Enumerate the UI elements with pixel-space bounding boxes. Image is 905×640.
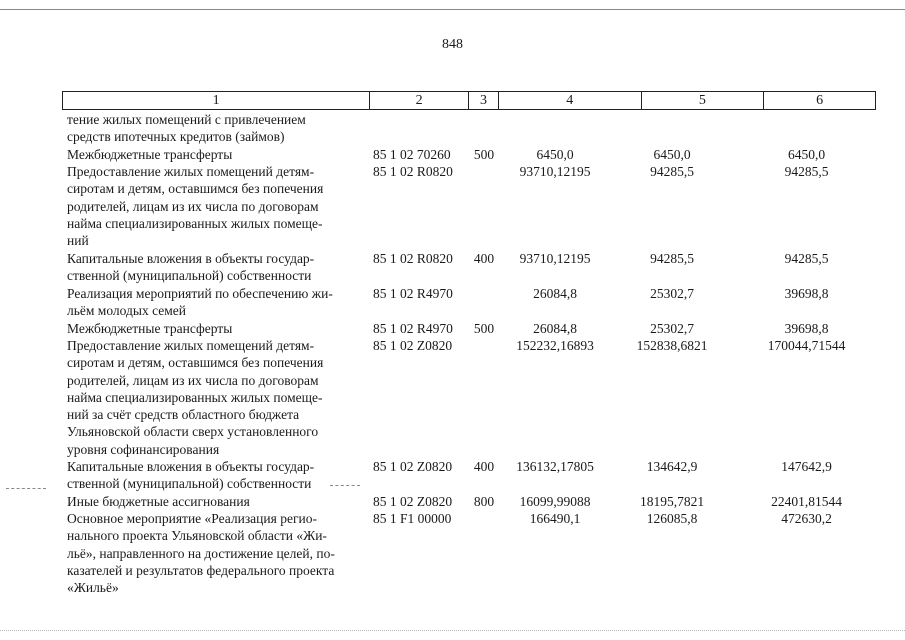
row-type: 500 xyxy=(473,321,495,336)
scan-artifact xyxy=(6,488,46,489)
table-header xyxy=(62,91,876,110)
row-value-3: 22401,81544 xyxy=(771,494,842,509)
description-line: Основное мероприятие «Реализация регио- xyxy=(67,511,317,526)
row-code: 85 1 02 R0820 xyxy=(373,164,453,179)
row-value-1: 136132,17805 xyxy=(516,459,594,474)
row-description xyxy=(67,510,363,596)
row-code: 85 1 02 R0820 xyxy=(373,251,453,266)
header-col-3: 3 xyxy=(469,92,499,109)
description-line: найма специализированных жилых помеще- xyxy=(67,215,323,231)
row-value-3: 6450,0 xyxy=(787,147,826,162)
row-value-3: 39698,8 xyxy=(784,321,829,336)
row-value-1: 26084,8 xyxy=(533,286,577,301)
description-line: сиротам и детям, оставшимся без попечения xyxy=(67,181,324,197)
row-description xyxy=(67,111,363,146)
description-line: ний за счёт средств областного бюджета xyxy=(67,407,300,423)
row-value-2: 134642,9 xyxy=(646,459,698,474)
row-description xyxy=(67,493,363,510)
row-description xyxy=(67,337,363,458)
row-value-1: 93710,12195 xyxy=(519,251,591,266)
row-code: 85 1 02 R4970 xyxy=(373,286,453,301)
description-line: Межбюджетные трансферты xyxy=(67,321,233,336)
row-value-2: 25302,7 xyxy=(650,321,694,336)
row-code: 85 1 02 70260 xyxy=(373,147,451,162)
row-code: 85 1 02 R4970 xyxy=(373,321,453,336)
row-description xyxy=(67,146,363,163)
row-value-1: 6450,0 xyxy=(536,147,574,162)
row-value-2: 6450,0 xyxy=(653,147,691,162)
row-type: 400 xyxy=(473,251,495,266)
description-line: Иные бюджетные ассигнования xyxy=(67,494,250,509)
row-value-2: 94285,5 xyxy=(650,251,694,266)
row-description xyxy=(67,250,363,285)
description-line: ственной (муниципальной) собственности xyxy=(67,268,312,284)
description-line: льём молодых семей xyxy=(67,303,186,319)
row-type: 400 xyxy=(473,459,495,474)
row-description xyxy=(67,163,363,249)
description-line: ний xyxy=(67,233,89,249)
description-line: Реализация мероприятий по обеспечению жи- xyxy=(67,286,333,301)
row-description xyxy=(67,285,363,320)
row-value-3: 94285,5 xyxy=(784,164,829,179)
page-number: 848 xyxy=(442,37,463,52)
description-line: «Жильё» xyxy=(67,580,119,596)
top-scan-line xyxy=(0,9,905,10)
row-value-3: 472630,2 xyxy=(781,511,832,526)
row-value-2: 94285,5 xyxy=(650,164,694,179)
description-line: Предоставление жилых помещений детям- xyxy=(67,164,315,179)
description-line: Ульяновской области сверх установленного xyxy=(67,424,319,440)
scan-artifact xyxy=(0,630,905,631)
description-line: ственной (муниципальной) собственности xyxy=(67,476,312,492)
row-description xyxy=(67,320,363,337)
description-line: льё», направленного на достижение целей, по- xyxy=(67,545,335,561)
row-value-2: 126085,8 xyxy=(646,511,698,526)
description-line: родителей, лицам из их числа по договорам xyxy=(67,372,319,388)
row-value-1: 152232,16893 xyxy=(516,338,594,353)
description-line: сиротам и детям, оставшимся без попечения xyxy=(67,355,324,371)
row-code: 85 1 02 Z0820 xyxy=(373,459,453,474)
description-line: найма специализированных жилых помеще- xyxy=(67,389,323,405)
row-value-1: 166490,1 xyxy=(529,511,581,526)
row-code: 85 1 F1 00000 xyxy=(373,511,452,526)
description-line: средств ипотечных кредитов (займов) xyxy=(67,129,285,145)
row-value-3: 94285,5 xyxy=(784,251,829,266)
row-code: 85 1 02 Z0820 xyxy=(373,494,453,509)
row-value-2: 25302,7 xyxy=(650,286,694,301)
row-type: 800 xyxy=(473,494,495,509)
row-value-1: 16099,99088 xyxy=(519,494,591,509)
header-col-4: 4 xyxy=(499,92,642,109)
description-line: Межбюджетные трансферты xyxy=(67,147,233,162)
description-line: Предоставление жилых помещений детям- xyxy=(67,338,315,353)
row-value-1: 26084,8 xyxy=(533,321,577,336)
description-line: уровня софинансирования xyxy=(67,441,220,457)
row-value-2: 152838,6821 xyxy=(636,338,708,353)
description-line: тение жилых помещений с привлечением xyxy=(67,112,306,127)
description-line: Капитальные вложения в объекты государ- xyxy=(67,251,315,266)
row-value-1: 93710,12195 xyxy=(519,164,591,179)
header-col-1: 1 xyxy=(63,92,370,109)
description-line: Капитальные вложения в объекты государ- xyxy=(67,459,315,474)
row-value-3: 39698,8 xyxy=(784,286,829,301)
row-value-3: 170044,71544 xyxy=(767,338,846,353)
header-col-5: 5 xyxy=(642,92,765,109)
header-col-2: 2 xyxy=(370,92,469,109)
description-line: нального проекта Ульяновской области «Жи- xyxy=(67,528,327,544)
row-value-3: 147642,9 xyxy=(781,459,832,474)
row-type: 500 xyxy=(473,147,495,162)
row-description xyxy=(67,458,363,493)
header-col-6: 6 xyxy=(816,93,824,108)
row-code: 85 1 02 Z0820 xyxy=(373,338,453,353)
scan-artifact xyxy=(330,485,360,486)
row-value-2: 18195,7821 xyxy=(639,494,705,509)
description-line: родителей, лицам из их числа по договорам xyxy=(67,198,319,214)
description-line: казателей и результатов федерального проекта xyxy=(67,562,335,578)
